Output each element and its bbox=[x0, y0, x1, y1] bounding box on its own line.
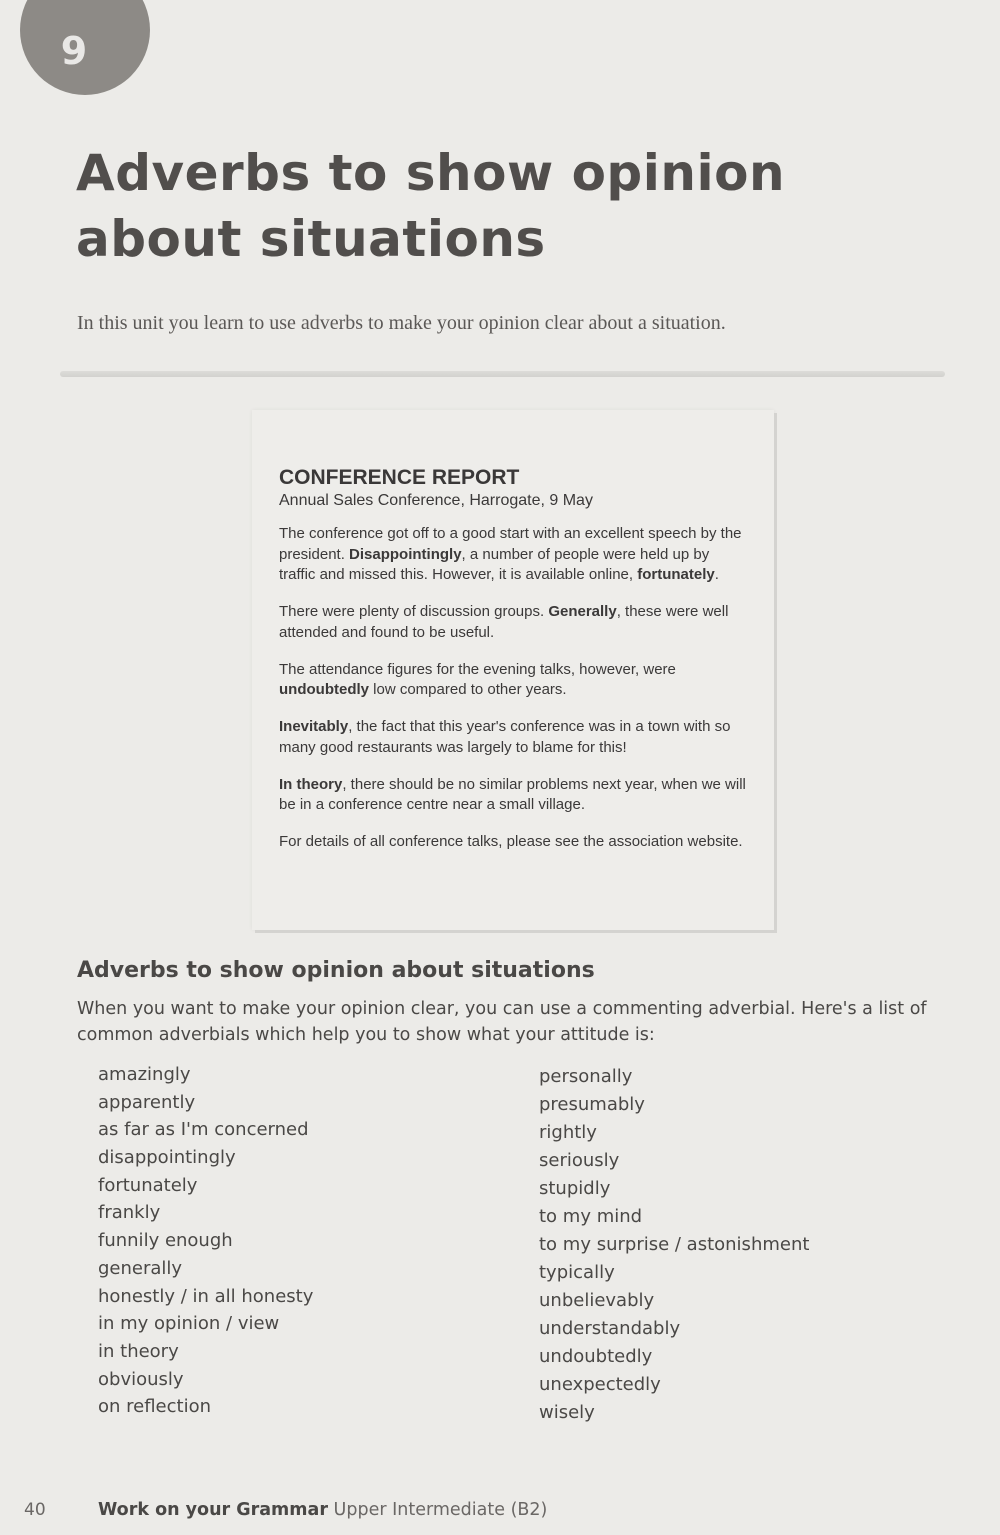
adverb-item: on reflection bbox=[98, 1396, 212, 1418]
report-text: The attendance figures for the evening talks, however, were bbox=[279, 660, 676, 678]
unit-number-badge bbox=[20, 0, 150, 95]
footer-level: Upper Intermediate (B2) bbox=[333, 1500, 548, 1520]
adverb-item: disappointingly bbox=[98, 1147, 236, 1169]
section-heading: Adverbs to show opinion about situations bbox=[77, 958, 595, 983]
adverb-item: to my mind bbox=[539, 1206, 643, 1227]
adverb-item: in theory bbox=[98, 1340, 179, 1362]
report-paragraph bbox=[279, 602, 748, 643]
adverb-item: to my surprise / astonishment bbox=[539, 1234, 810, 1255]
report-paragraph bbox=[279, 717, 748, 758]
divider bbox=[60, 371, 945, 377]
adverb-item: obviously bbox=[98, 1368, 184, 1390]
adverb-item: as far as I'm concerned bbox=[98, 1119, 309, 1141]
adverb-item: generally bbox=[98, 1257, 183, 1279]
report-text: , these were well attended and found to be useful. bbox=[279, 603, 729, 641]
report-subheading: Annual Sales Conference, Harrogate, 9 May bbox=[279, 492, 593, 509]
report-paragraph bbox=[279, 524, 748, 586]
report-text: The conference got off to a good start with an excellent speech by the president. bbox=[279, 525, 742, 563]
section-text: When you want to make your opinion clear, you can use a commenting adverbial. Here's a list of common adverbials which help you to show what your attitude is: bbox=[77, 999, 927, 1045]
report-paragraph bbox=[279, 775, 748, 816]
conference-report-box bbox=[252, 410, 774, 930]
report-text: , the fact that this year's conference was in a town with so many good restaurants was largely to blame for this! bbox=[279, 718, 731, 756]
adverb-item: seriously bbox=[539, 1150, 620, 1171]
report-paragraph bbox=[279, 660, 748, 701]
report-text: . bbox=[714, 566, 719, 583]
adverb-item: in my opinion / view bbox=[98, 1313, 280, 1335]
adverb-item: unbelievably bbox=[539, 1290, 655, 1311]
adverb-item: apparently bbox=[98, 1091, 196, 1113]
adverb-item: funnily enough bbox=[98, 1230, 233, 1252]
report-text: , there should be no similar problems next year, when we will be in a conference centre near a small village. bbox=[279, 775, 746, 813]
intro-text: In this unit you learn to use adverbs to make your opinion clear about a situation. bbox=[77, 312, 726, 334]
adverb-item: typically bbox=[539, 1262, 615, 1283]
report-text: low compared to other years. bbox=[369, 681, 567, 698]
adverb-item: honestly / in all honesty bbox=[98, 1285, 314, 1307]
footer-book-title bbox=[98, 1500, 547, 1520]
page-title: Adverbs to show opinion about situations bbox=[76, 144, 786, 268]
adverb-item: presumably bbox=[539, 1094, 645, 1115]
report-text: , a number of people were held up by traffic and missed this. However, it is available online, bbox=[279, 545, 710, 583]
report-adverb: undoubtedly bbox=[279, 681, 369, 698]
adverb-item: rightly bbox=[539, 1122, 597, 1143]
unit-number: 9 bbox=[60, 29, 88, 73]
adverb-list-right bbox=[539, 1063, 809, 1427]
report-body bbox=[279, 524, 748, 853]
report-text: There were plenty of discussion groups. bbox=[279, 603, 549, 620]
adverb-item: personally bbox=[539, 1066, 633, 1087]
adverb-item: unexpectedly bbox=[539, 1374, 661, 1395]
adverb-item: amazingly bbox=[98, 1064, 191, 1085]
adverb-item: frankly bbox=[98, 1202, 161, 1224]
report-heading: CONFERENCE REPORT bbox=[279, 466, 520, 489]
adverb-item: fortunately bbox=[98, 1174, 198, 1196]
report-paragraph bbox=[279, 832, 748, 853]
report-text: For details of all conference talks, please see the association website. bbox=[279, 833, 743, 850]
adverb-item: wisely bbox=[539, 1402, 595, 1423]
footer-series: Work on your Grammar bbox=[98, 1500, 328, 1520]
report-adverb: In theory bbox=[279, 775, 343, 793]
adverb-item: understandably bbox=[539, 1318, 681, 1339]
page-number: 40 bbox=[24, 1500, 46, 1520]
report-adverb: Inevitably bbox=[279, 718, 349, 735]
adverb-list-left bbox=[98, 1061, 313, 1421]
adverb-item: undoubtedly bbox=[539, 1346, 653, 1367]
report-adverb: Disappointingly bbox=[349, 545, 462, 563]
report-adverb: fortunately bbox=[637, 566, 715, 583]
report-adverb: Generally bbox=[548, 603, 617, 620]
adverb-item: stupidly bbox=[539, 1178, 611, 1199]
